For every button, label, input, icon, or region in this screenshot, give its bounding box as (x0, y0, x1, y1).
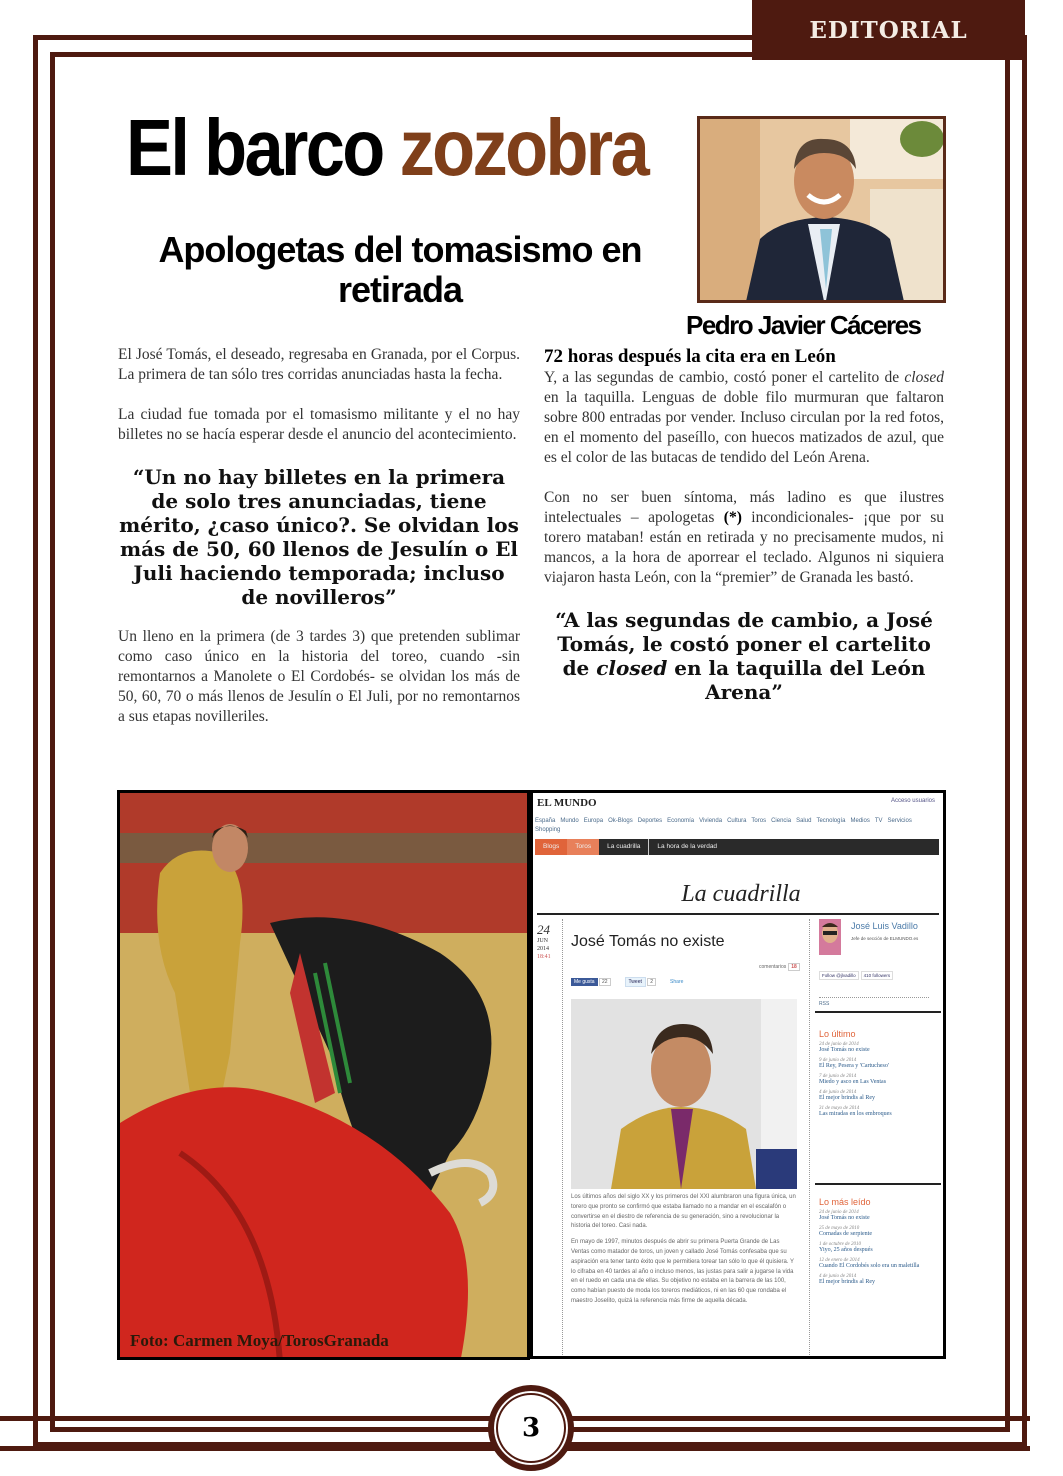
latest-date: 24 de junio de 2014 (819, 1042, 859, 1047)
author-name: Pedro Javier Cáceres (686, 310, 921, 340)
right-column-heading: 72 horas después la cita era en León (544, 346, 836, 367)
latest-date: 7 de junio de 2014 (819, 1074, 857, 1079)
author-portrait-image (700, 119, 946, 303)
right-column (544, 346, 944, 722)
nav-item[interactable]: Toros (751, 818, 767, 824)
left-pullquote: “Un no hay billetes en la primera de solo tres anunciadas, tiene mérito, ¿caso único?. Se olvidan los más de 50, 60 llenos de Jesulín o El Juli haciendo temporada; incluso de novilleros” (119, 465, 519, 609)
subheadline: Apologetas del tomasismo en retirada (158, 229, 642, 310)
fb-count: 22 (599, 978, 611, 986)
bullfight-image (120, 793, 530, 1360)
divider (537, 913, 939, 915)
crumb-hora-verdad[interactable]: La hora de la verdad (648, 839, 725, 855)
right-quote-emphasis: closed (596, 656, 668, 680)
right-p1-emphasis: closed (904, 369, 944, 386)
bullfighter-photo (117, 790, 530, 1360)
latest-date: 4 de junio de 2014 (819, 1090, 857, 1095)
left-paragraph-3: Un lleno en la primera (de 3 tardes 3) que pretenden sublimar como caso único en la historia del toreo, cuando -sin remontarnos a Manolete o El Cordobés- se olvidan los más de 50, 60, 70 o más llenos de Jesulín o El Juli, por no remontarnos a sus etapas novilleriles. (118, 628, 520, 725)
page-number-badge (488, 1385, 574, 1471)
photo-credit: Foto: Carmen Moya/TorosGranada (130, 1331, 389, 1350)
latest-link[interactable]: Las miradas en los embroques (819, 1111, 892, 1117)
nav-item[interactable]: Vivienda (699, 818, 723, 824)
post-body (571, 1193, 799, 1313)
right-quote-text-b: en la taquilla del León Arena” (667, 656, 926, 704)
nav-item[interactable]: Servicios (887, 818, 912, 824)
tweet-button[interactable]: Tweet (625, 977, 646, 987)
post-title[interactable]: José Tomás no existe (571, 933, 725, 950)
headline (126, 103, 648, 192)
latest-date: 9 de junio de 2014 (819, 1058, 857, 1063)
date-month: JUN (537, 938, 549, 944)
most-read-link[interactable]: Cornadas de serpiente (819, 1231, 872, 1237)
torero-portrait-image (571, 999, 797, 1189)
latest-link[interactable]: Miedo y asco en Las Ventas (819, 1079, 887, 1085)
most-read-date: 4 de junio de 2014 (819, 1274, 857, 1279)
post-photo (571, 999, 797, 1189)
latest-heading: Lo último (819, 1029, 856, 1039)
facebook-like-button[interactable]: Me gusta (571, 978, 598, 986)
left-column (118, 345, 520, 747)
blogger-avatar (819, 919, 841, 955)
twitter-follow (819, 973, 895, 978)
most-read-link[interactable]: Cuando El Cordobés solo era un maletilla (819, 1263, 920, 1269)
headline-part1: El barco (126, 103, 383, 192)
post-paragraph-2: En mayo de 1997, minutos después de abrir su primera Puerta Grande de Las Ventas como matador de toros, un joven y callado José Tomás confesaba que su aspiración era tener tanto éxito que le permitiera torear tan sólo lo que él quisiera. Y lo cifraba en 40 tardes al año o incluso menos, las justas para salir a jugarse la vida en el ruedo en cada una de ellas. Su objetivo no estaba en la barrera de las 100, como habían puesto de moda los toreros mediáticos, ni en las 60 que rondaba el maestro Joselito, quizá la referencia más firme de aquella década. (571, 1239, 794, 1304)
right-paragraph-1 (544, 368, 944, 468)
crumb-blogs[interactable]: Blogs (535, 839, 567, 855)
nav-item[interactable]: Cultura (727, 818, 747, 824)
site-nav (535, 817, 940, 835)
comments-link[interactable] (759, 963, 800, 971)
most-read-date: 12 de enero de 2014 (819, 1258, 860, 1263)
blogger-role: Jefe de sección de ELMUNDO.es (851, 936, 919, 941)
right-p1-text-b: en la taquilla. Lenguas de doble filo murmuran que faltaron sobre 800 entradas por vender. Incluso circulan por la red fotos, en el momento del paseíllo, con huecos matizados de azul, que es el color de las butacas de tendido del León Arena. (544, 389, 944, 466)
nav-item[interactable]: Salud (796, 818, 812, 824)
crumb-toros[interactable]: Toros (567, 839, 599, 855)
comments-count: 18 (788, 963, 800, 971)
blogger-name[interactable]: José Luis Vadillo (851, 921, 918, 931)
nav-item[interactable]: Europa (583, 818, 604, 824)
right-quote-text-a: “A las segundas de cambio, a José Tomás, le costó poner el cartelito de (555, 608, 933, 680)
divider (809, 919, 810, 1359)
divider (815, 1183, 941, 1185)
most-read-date: 1 de octubre de 2010 (819, 1242, 862, 1247)
rss-link[interactable]: RSS (819, 997, 929, 1007)
date-time: 18:41 (537, 954, 551, 960)
elmundo-logo: EL MUNDO (537, 797, 597, 809)
nav-item[interactable]: España (535, 818, 556, 824)
latest-link[interactable]: El mejor brindis al Rey (819, 1095, 875, 1101)
right-paragraph-2 (544, 488, 944, 588)
author-photo (697, 116, 946, 303)
nav-item[interactable]: Economía (667, 818, 695, 824)
nav-item[interactable]: Ok-Blogs (608, 818, 633, 824)
avatar-image (819, 919, 841, 955)
right-p2-text-a: Con no ser buen síntoma, más ladino es que ilustres intelectuales – apologetas (544, 489, 944, 526)
section-label: EDITORIAL (809, 16, 968, 44)
nav-item[interactable]: TV (874, 818, 883, 824)
nav-item[interactable]: Tecnología (816, 818, 846, 824)
followers-count: 410 followers (861, 971, 894, 980)
section-tab (752, 0, 1025, 60)
nav-item[interactable]: Mundo (560, 818, 579, 824)
breadcrumb (535, 839, 939, 855)
headline-part2: zozobra (399, 103, 648, 192)
post-paragraph-1: Los últimos años del siglo XX y los primeros del XXI alumbraron una figura única, un torero que pronto se confirmó que estaba llamado no a mandar en el escalafón o convertirse en el diestro de referencia de su generación, sino a revolucionar la historia del toreo. Casi nada. (571, 1194, 796, 1230)
divider (562, 919, 563, 1359)
most-read-date: 25 de mayo de 2010 (819, 1226, 860, 1231)
nav-item[interactable]: Deportes (637, 818, 663, 824)
latest-posts (819, 1029, 939, 1122)
page-number: 3 (521, 1413, 541, 1443)
left-paragraph-2: La ciudad fue tomada por el tomasismo militante y el no hay billetes no se hacía esperar desde el anuncio del acontecimiento. (118, 406, 520, 443)
comments-label: comentarios (759, 964, 787, 970)
latest-link[interactable]: El Rey, Pesera y 'Cartucheso' (819, 1063, 889, 1069)
most-read-date: 24 de junio de 2014 (819, 1210, 859, 1215)
post-date (537, 923, 551, 961)
most-read-link[interactable]: El mejor brindis al Rey (819, 1279, 875, 1285)
blog-title: La cuadrilla (681, 881, 801, 907)
latest-date: 31 de mayo de 2014 (819, 1106, 860, 1111)
nav-item[interactable]: Medios (850, 818, 870, 824)
share-bar (571, 979, 683, 985)
tweet-count: 2 (647, 978, 656, 986)
latest-link[interactable]: José Tomás no existe (819, 1047, 870, 1053)
left-paragraph-1: El José Tomás, el deseado, regresaba en Granada, por el Corpus. La primera de tan sólo tres corridas anunciadas hasta la fecha. (118, 346, 520, 383)
divider (815, 1011, 941, 1013)
most-read-link[interactable]: José Tomás no existe (819, 1215, 870, 1221)
access-link[interactable]: Acceso usuarios (890, 798, 935, 804)
most-read-heading: Lo más leído (819, 1197, 871, 1207)
elmundo-blog-screenshot (530, 790, 946, 1359)
most-read-link[interactable]: Yiyo, 25 años después (819, 1247, 873, 1253)
date-year: 2014 (537, 946, 549, 952)
right-p1-text-a: Y, a las segundas de cambio, costó poner el cartelito de (544, 369, 905, 386)
follow-button[interactable]: Follow @jlvadillo (819, 971, 859, 980)
crumb-cuadrilla[interactable]: La cuadrilla (607, 843, 641, 850)
linkedin-share-button[interactable]: Share (670, 979, 684, 985)
most-read-posts (819, 1197, 939, 1290)
right-p2-text-b: incondicionales- ¡que por su torero mataban! están en retirada y no precisamente mudos, ni mancos, a la hora de aporrear el teclado. Algunos ni siquiera viajaron hasta León, con la “premier” de Granada les bastó. (544, 509, 944, 586)
nav-item[interactable]: Ciencia (771, 818, 792, 824)
date-day: 24 (537, 922, 550, 937)
right-pullquote (544, 608, 944, 704)
footnote-marker: (*) (723, 509, 742, 526)
nav-item[interactable]: Shopping (535, 827, 561, 833)
